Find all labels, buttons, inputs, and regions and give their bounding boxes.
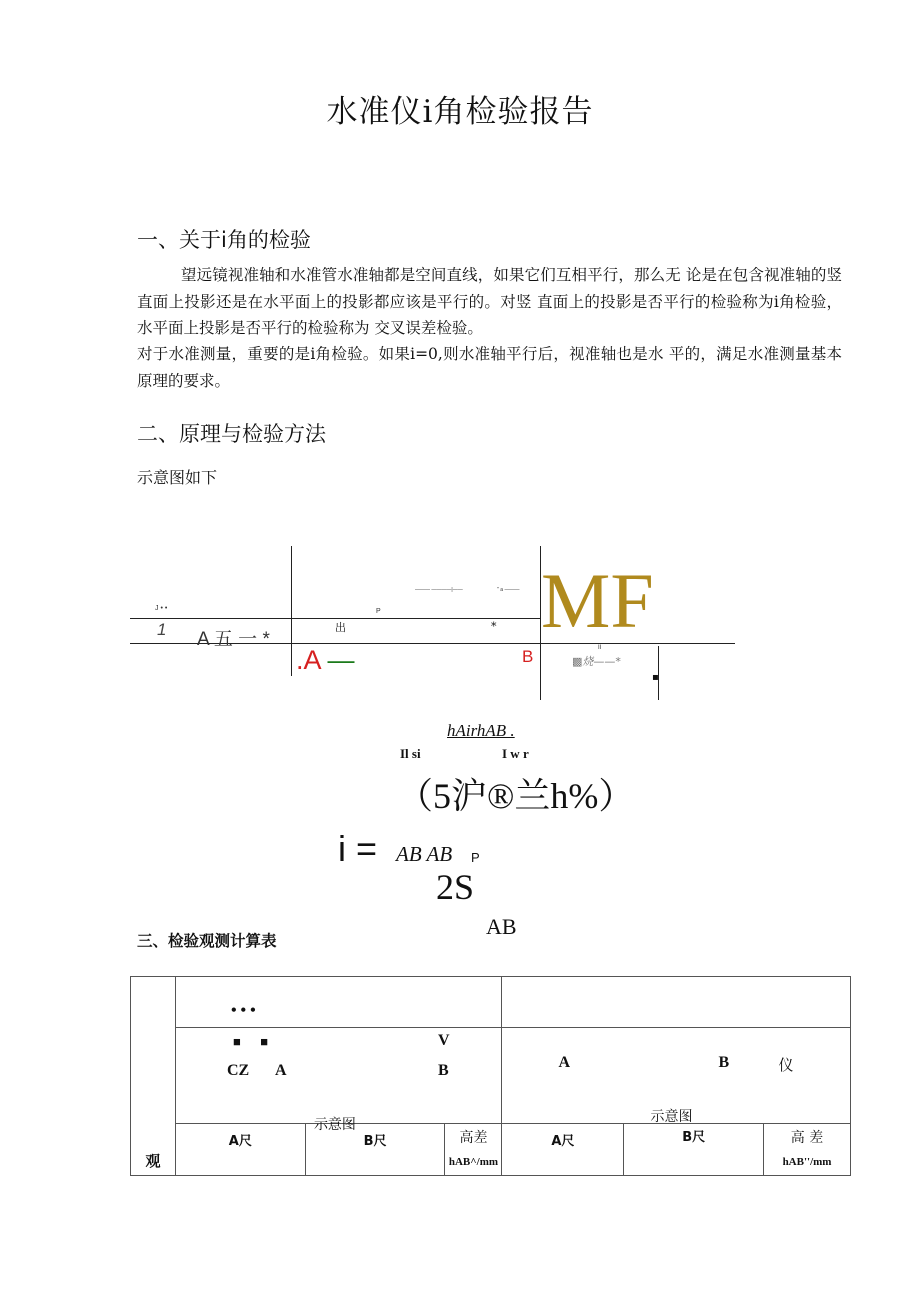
left-schematic-top [175,977,502,1028]
left-cz: CZ [226,1062,250,1079]
header-height-diff [445,1124,502,1176]
label-shao: ▩烧——* [572,655,621,668]
right-caption: 示意图 [650,1109,693,1125]
label-a-red: .A — [296,645,355,675]
left-dots: • • • [230,1002,256,1019]
observation-table [130,976,851,1176]
label-star-mid: * [491,620,497,633]
label-top1: ——— ————|—— [415,587,463,593]
header-height-diff-right-label: 高 差 [790,1130,824,1146]
formula-1-right: I w r [502,746,529,761]
right-b: B [718,1054,730,1071]
right-schematic-top [502,977,851,1028]
label-j: J • • [155,605,168,612]
formula-3-p: P [471,850,480,865]
right-yi: 仪 [778,1056,794,1074]
header-b-staff: B尺 [305,1124,445,1176]
left-caption: 示意图 [313,1117,356,1133]
section1-heading: 一、关于i角的检验 [137,228,311,252]
formula-3-i: i = [338,828,378,869]
left-schematic [175,1028,502,1133]
label-chu: 出 [335,621,346,634]
left-a: A [274,1062,287,1079]
header-a-staff: A尺 [175,1124,305,1176]
label-1: 1 [157,620,167,639]
formula-2: （5沪®兰h%） [397,776,635,816]
header-height-diff-right [764,1124,851,1176]
label-top2: '' a ——— [497,587,520,593]
header-height-diff-label: 高差 [459,1130,488,1146]
left-squares: ■ ■ [232,1034,269,1049]
right-a: A [558,1054,571,1071]
header-hab-unit: hAB^/mm [448,1156,499,1168]
right-schematic [502,1028,851,1124]
section2-heading: 二、原理与检验方法 [137,422,326,446]
formula-3-denominator: 2S [436,867,475,907]
formula-3-ab: AB AB [396,842,453,866]
header-hab-unit-right: hAB''/mm [782,1156,832,1168]
section3-heading: 三、检验观测计算表 [137,932,277,950]
formula-3-subscript: AB [486,914,517,939]
left-v: V [437,1032,450,1049]
formula-1-left: Il si [400,746,421,761]
row-label-guan: 观 [145,1152,161,1170]
header-a-staff-right: A尺 [502,1124,624,1176]
label-p: P [376,608,381,615]
label-a-wu: A 五 一 * [197,629,270,650]
header-b-staff-right: B尺 [624,1124,764,1176]
section1-para1: 望远镜视准轴和水准管水准轴都是空间直线，如果它们互相平行，那么无 论是在包含视准轴的竖直面上投影还是在水平面上的投影都应该是平行的。对竖 直面上的投影是否平行的检验称为i角检验，水平面上投影是否平行的检验称为 交叉误差检验。 [137,266,842,337]
label-dot: ▪ [652,672,659,683]
page-title: 水准仪i角检验报告 [326,94,594,130]
diagram-caption: 示意图如下 [137,468,218,487]
formula-1-numerator: hAirhAB . [447,721,515,740]
label-b-red: B [522,647,534,666]
staff-a [291,546,292,676]
mf-logo: MF [541,557,654,644]
label-ii: II [598,645,602,651]
section1-para2: 对于水准测量，重要的是i角检验。如果i=0,则水准轴平行后，视准轴也是水 平的，满足水准测量基本原理的要求。 [137,345,842,390]
left-b: B [437,1062,449,1079]
table-row-label-cell [131,977,176,1176]
